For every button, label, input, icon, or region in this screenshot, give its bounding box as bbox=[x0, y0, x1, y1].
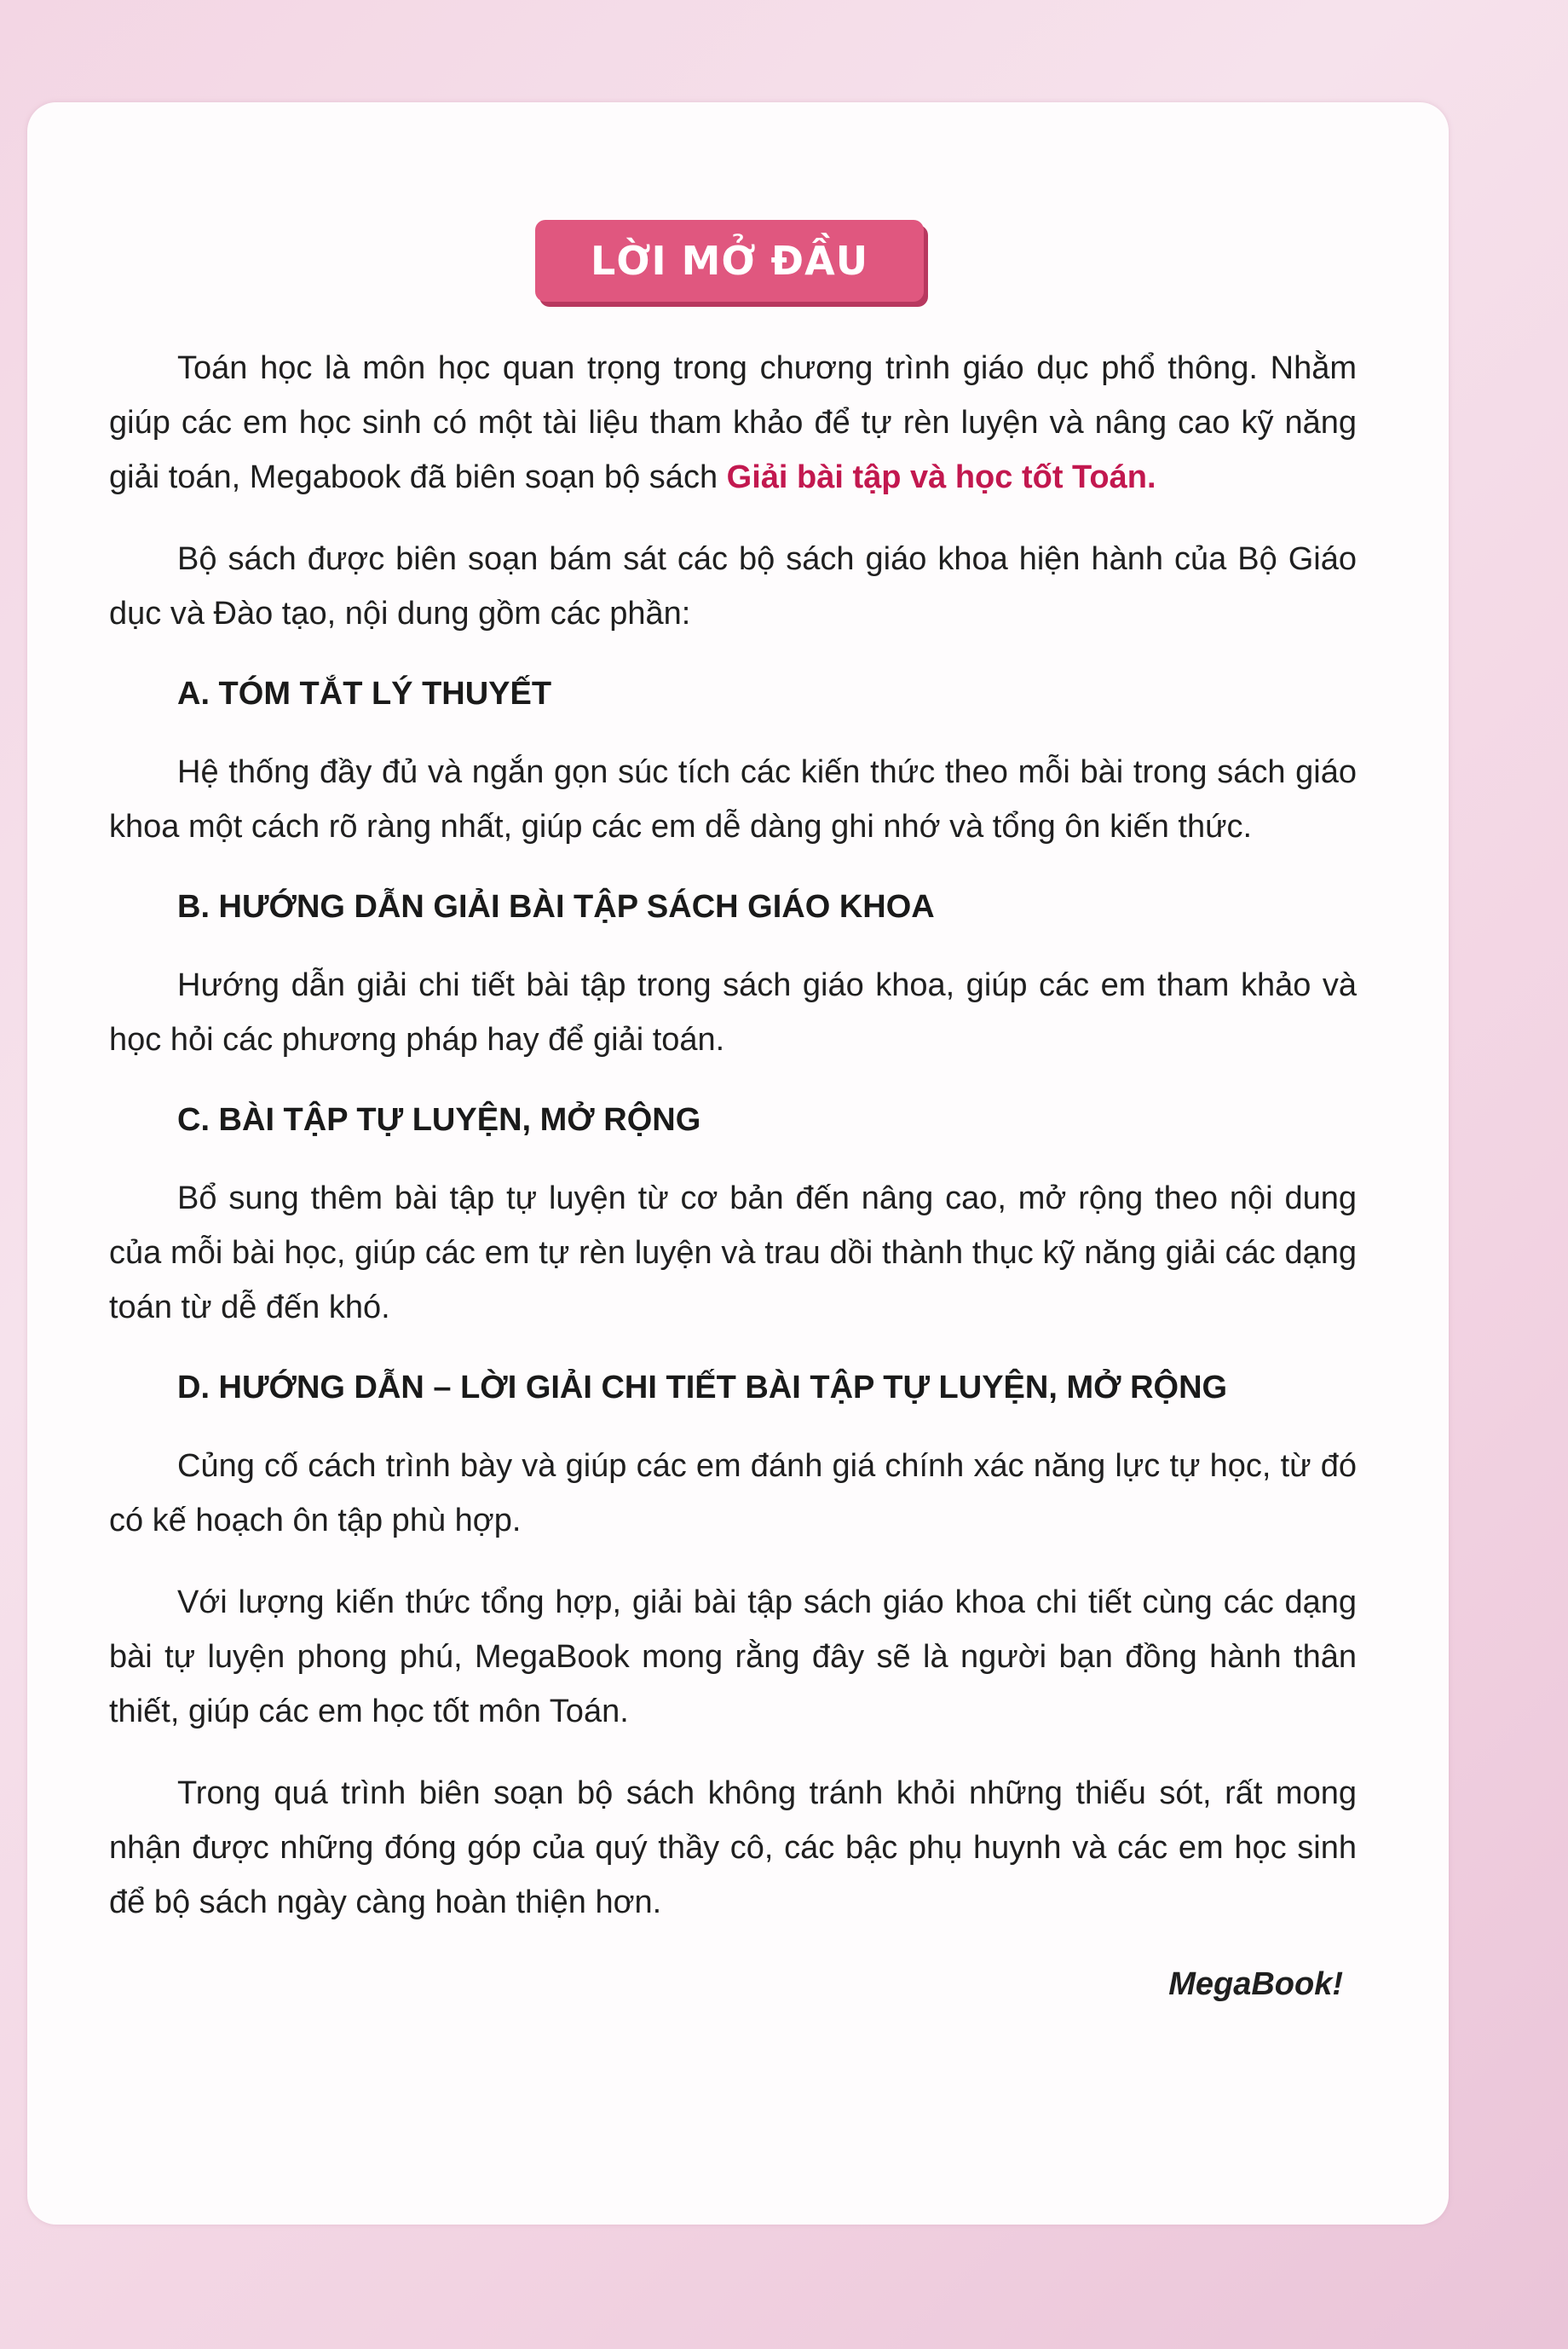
section-b-body: Hướng dẫn giải chi tiết bài tập trong sách giáo khoa, giúp các em tham khảo và học hỏi các phương pháp hay để giải toán. bbox=[109, 967, 1357, 1058]
section-a-body: Hệ thống đầy đủ và ngắn gọn súc tích các kiến thức theo mỗi bài trong sách giáo khoa một cách rõ ràng nhất, giúp các em dễ dàng ghi nhớ và tổng ôn kiến thức. bbox=[109, 754, 1357, 845]
section-d-body: Củng cố cách trình bày và giúp các em đánh giá chính xác năng lực tự học, từ đó có kế hoạch ôn tập phù hợp. bbox=[109, 1448, 1357, 1538]
signature: MegaBook! bbox=[1168, 1966, 1343, 2002]
title-badge bbox=[535, 220, 924, 302]
page-title: LỜI MỞ ĐẦU bbox=[590, 238, 869, 284]
section-d-heading: D. HƯỚNG DẪN – LỜI GIẢI CHI TIẾT BÀI TẬP TỰ LUYỆN, MỞ RỘNG bbox=[177, 1370, 1228, 1405]
intro-paragraph bbox=[109, 341, 1357, 505]
section-c-body: Bổ sung thêm bài tập tự luyện từ cơ bản đến nâng cao, mở rộng theo nội dung của mỗi bài học, giúp các em tự rèn luyện và trau dồi thành thục kỹ năng giải các dạng toán từ dễ đến khó. bbox=[109, 1180, 1357, 1325]
closing-paragraph-1: Với lượng kiến thức tổng hợp, giải bài tập sách giáo khoa chi tiết cùng các dạng bài tự luyện phong phú, MegaBook mong rằng đây sẽ là người bạn đồng hành thân thiết, giúp các em học tốt môn Toán. bbox=[109, 1584, 1357, 1729]
section-a-heading: A. TÓM TẮT LÝ THUYẾT bbox=[177, 676, 552, 712]
intro-text: Toán học là môn học quan trọng trong chương trình giáo dục phổ thông. Nhằm giúp các em học sinh có một tài liệu tham khảo để tự rèn luyện và nâng cao kỹ năng giải toán, Megabook đã biên soạn bộ sách bbox=[109, 350, 1357, 495]
section-b-heading: B. HƯỚNG DẪN GIẢI BÀI TẬP SÁCH GIÁO KHOA bbox=[177, 889, 935, 925]
section-c-heading: C. BÀI TẬP TỰ LUYỆN, MỞ RỘNG bbox=[177, 1102, 701, 1138]
book-title-highlight: Giải bài tập và học tốt Toán. bbox=[726, 459, 1156, 495]
content-body bbox=[109, 341, 1357, 2039]
closing-paragraph-2: Trong quá trình biên soạn bộ sách không tránh khỏi những thiếu sót, rất mong nhận được những đóng góp của quý thầy cô, các bậc phụ huynh và các em học sinh để bộ sách ngày càng hoàn thiện hơn. bbox=[109, 1775, 1357, 1920]
structure-paragraph: Bộ sách được biên soạn bám sát các bộ sách giáo khoa hiện hành của Bộ Giáo dục và Đào tạo, nội dung gồm các phần: bbox=[109, 541, 1357, 632]
